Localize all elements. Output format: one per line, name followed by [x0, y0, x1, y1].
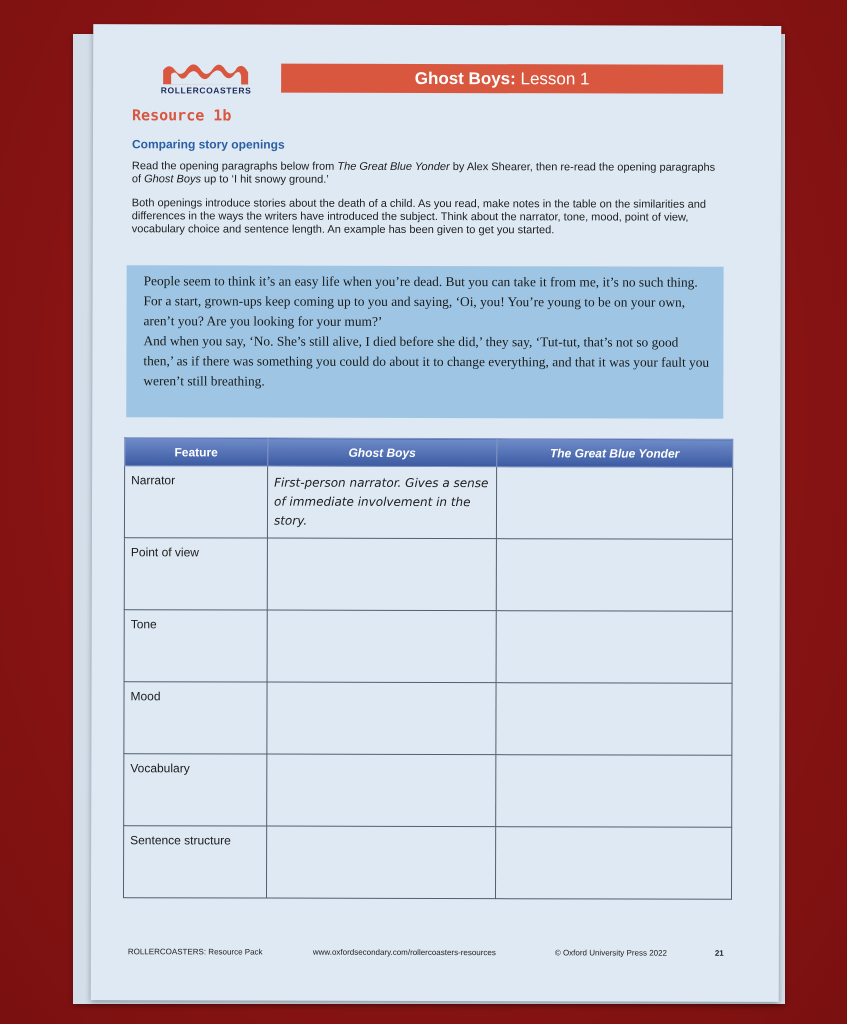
table-row: [124, 466, 732, 540]
subheading: Comparing story openings: [131, 137, 285, 152]
table-header-row: [125, 438, 733, 468]
header-feature: Feature: [125, 438, 268, 466]
yonder-cell[interactable]: [496, 683, 732, 756]
footer-url[interactable]: www.oxfordsecondary.com/rollercoasters-resources: [312, 947, 496, 958]
yonder-cell[interactable]: [496, 611, 732, 684]
intro-paragraph-2: Both openings introduce stories about the death of a child. As you read, make notes in the table on the similarities and differences in the ways the writers have introduced the subject. Think about the narrator, tone, mood, point of view, vocabulary choice and sentence length. An example has been given to get you started.: [131, 197, 707, 237]
rollercoasters-logo: [141, 60, 271, 96]
ghost-boys-cell[interactable]: [266, 826, 495, 899]
yonder-cell[interactable]: [496, 539, 732, 612]
extract-paragraph: And when you say, ‘No. She’s still alive, I died before she did,’ they say, ‘Tut-tut, that’s not so good then,’ as if there was something you could do about it to change everything, and that it was your fault you weren’t still breathing.: [143, 333, 710, 389]
table-row: [124, 538, 732, 612]
header-great-blue-yonder: The Great Blue Yonder: [497, 439, 733, 468]
table-row: [124, 754, 732, 828]
logo-text: ROLLERCOASTERS: [160, 85, 252, 96]
extract-paragraph: For a start, grown-ups keep coming up to you and saying, ‘Oi, you! You’re young to be on your own, aren’t you? Are you looking for your mum?’: [143, 293, 686, 329]
footer-page-number: 21: [714, 948, 724, 958]
ghost-boys-cell[interactable]: First-person narrator. Gives a sense of immediate involvement in the story.: [267, 466, 496, 539]
rollercoaster-logo-icon: [161, 60, 251, 86]
extract-box: [126, 265, 723, 419]
banner-title-rest: Lesson 1: [515, 69, 590, 89]
comparison-table: [123, 437, 733, 900]
yonder-cell[interactable]: [495, 827, 731, 900]
intro-paragraph-1: Read the opening paragraphs below from The Great Blue Yonder by Alex Shearer, then re-read the opening paragraphs of Ghost Boys up to ‘I hit snowy ground.’: [131, 160, 716, 186]
feature-cell: Tone: [124, 610, 267, 682]
banner-title-bold: Ghost Boys:: [414, 68, 516, 89]
ghost-boys-cell[interactable]: [267, 682, 496, 755]
footer-copyright: © Oxford University Press 2022: [554, 948, 668, 958]
header-ghost-boys: Ghost Boys: [268, 438, 497, 467]
ghost-boys-cell[interactable]: [267, 754, 496, 827]
yonder-cell[interactable]: [496, 467, 732, 540]
worksheet-page: [91, 24, 782, 1002]
resource-label: Resource 1b: [132, 106, 232, 125]
table-row: [124, 682, 732, 756]
extract-paragraph: People seem to think it’s an easy life when you’re dead. But you can take it from me, it’s no such thing.: [143, 273, 698, 290]
yonder-cell[interactable]: [496, 755, 732, 828]
table-row: [124, 610, 732, 684]
feature-cell: Mood: [124, 682, 267, 754]
footer-pack: ROLLERCOASTERS: Resource Pack: [127, 947, 263, 957]
lesson-banner: [281, 64, 723, 94]
ghost-boys-cell[interactable]: [267, 538, 496, 611]
feature-cell: Point of view: [124, 538, 267, 610]
feature-cell: Vocabulary: [124, 754, 267, 826]
feature-cell: Narrator: [124, 466, 267, 538]
table-row: [123, 826, 731, 900]
feature-cell: Sentence structure: [123, 826, 266, 898]
ghost-boys-cell[interactable]: [267, 610, 496, 683]
